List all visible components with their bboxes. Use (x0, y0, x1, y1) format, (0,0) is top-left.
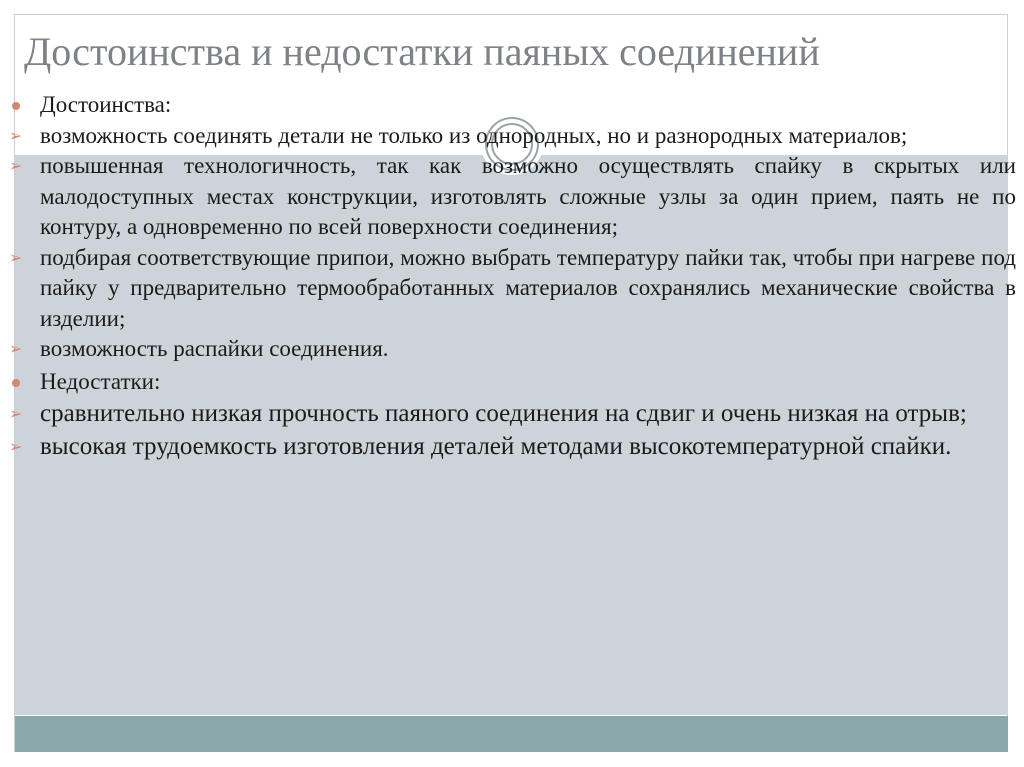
list-item (8, 334, 1016, 365)
arrow-bullet-icon: ➢ (9, 339, 23, 358)
dot-bullet-icon (12, 379, 20, 387)
list-heading-text: Достоинства: (40, 92, 172, 117)
arrow-bullet-icon: ➢ (9, 156, 23, 175)
list-item-text: возможность соединять детали не только из однородных, но и разнородных материалов; (40, 122, 908, 148)
arrow-bullet-icon: ➢ (9, 437, 23, 456)
list-heading-disadvantages (8, 367, 1016, 398)
list-item (8, 430, 1016, 463)
list-item-text: подбирая соответствующие припои, можно выбрать температуру пайки так, чтобы при нагреве под пайку у предварительно термообработанных материалов сохранялись механические свойства в изделии; (40, 244, 1016, 331)
slide-body (8, 88, 1016, 463)
arrow-bullet-icon: ➢ (9, 247, 23, 267)
list-item (8, 121, 1016, 152)
list-item-text: возможность распайки соединения. (40, 336, 389, 361)
arrow-bullet-icon: ➢ (9, 125, 23, 145)
list-item (8, 151, 1016, 243)
dot-bullet-icon (12, 102, 20, 110)
slide-title: Достоинства и недостатки паяных соединений (24, 29, 820, 74)
list-item (8, 243, 1016, 335)
list-heading-advantages (8, 90, 1016, 121)
list-item-text: сравнительно низкая прочность паяного соединения на сдвиг и очень низкая на отрыв; (40, 400, 967, 427)
list-item (8, 397, 1016, 430)
list-heading-text: Недостатки: (40, 368, 161, 394)
list-item-text: высокая трудоемкость изготовления деталей методами высокотемпературной спайки. (40, 433, 952, 460)
footer-band (15, 716, 1008, 752)
arrow-bullet-icon: ➢ (9, 404, 23, 423)
list-item-text: повышенная технологичность, так как возможно осуществлять спайку в скрытых или малодоступных местах конструкции, изготовлять сложные узлы за один прием, паять не по контуру, а одновременно по всей поверхности соединения; (40, 153, 1016, 239)
